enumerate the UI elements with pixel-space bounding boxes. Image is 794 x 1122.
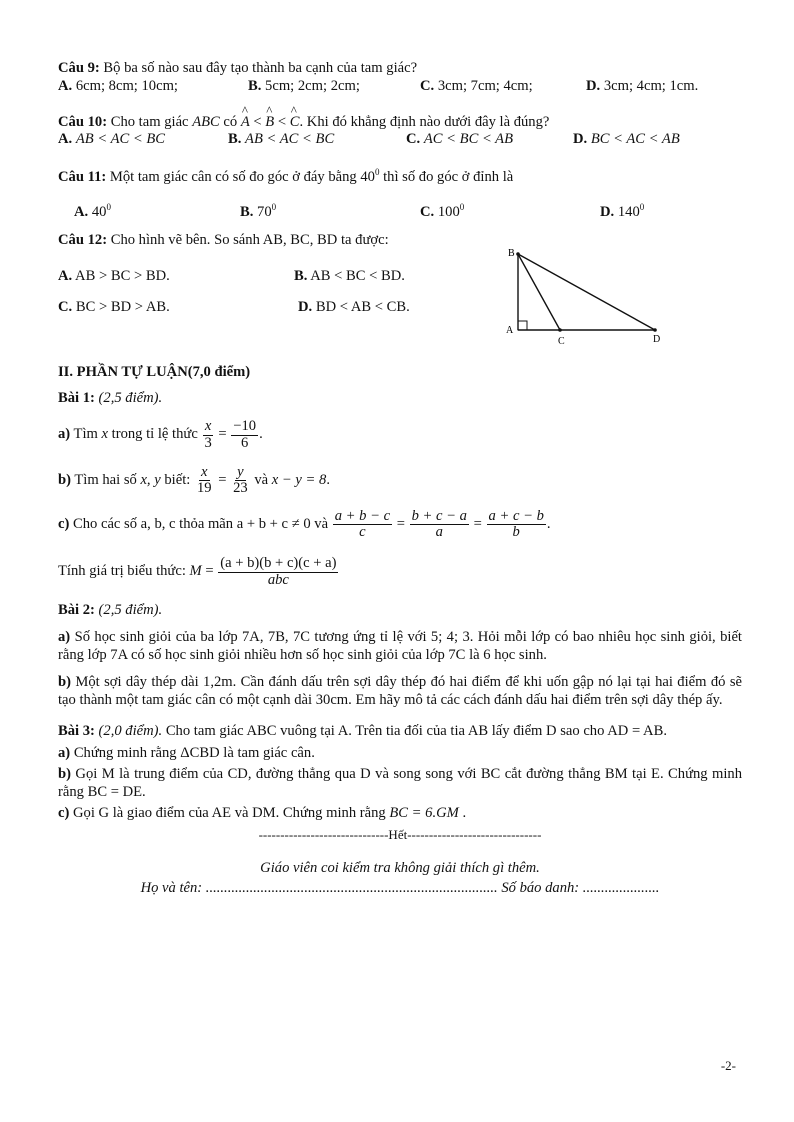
q9-text: Bộ ba số nào sau đây tạo thành ba cạnh của tam giác?	[99, 60, 418, 76]
part2-title: II. PHẦN TỰ LUẬN(7,0 điểm)	[58, 364, 251, 381]
q11-option-a: A. $40^0$	[74, 202, 111, 221]
bai3-c: c) Gọi G là giao điểm của AE và DM. Chứng minh rằng BC = 6.GM .	[58, 805, 467, 822]
q10-option-d: D. BC < AC < AB	[573, 131, 680, 147]
angle-c: ^ C	[290, 114, 300, 132]
q9-option-c: C. 3cm; 7cm; 4cm;	[420, 77, 533, 94]
end-line: ------------------------------Hết-------------------------------	[258, 826, 542, 842]
q10-option-a: A. AB < AC < BC	[58, 131, 166, 147]
label-d: D	[653, 334, 661, 346]
footer-name-line: Họ và tên: ................................................................................ Số báo danh: .....................	[140, 879, 660, 896]
q11-option-b: B. $70^0$	[240, 202, 277, 221]
fraction-x-3: $\frac{x}{3}$	[204, 418, 212, 451]
q10-option-b: B. AB < AC < BC	[228, 131, 335, 147]
q11-option-d: D. $140^0$	[600, 202, 645, 221]
fraction-minus10-6: $\frac{-10}{6}$	[233, 418, 257, 451]
q9-option-d: D. 3cm; 4cm; 1cm.	[586, 77, 699, 94]
exam-page	[58, 60, 742, 897]
bai2-heading: Bài 2: (2,5 điểm).	[58, 601, 163, 618]
fraction-y-23: $\frac{y}{23}$	[233, 463, 248, 497]
point-c	[558, 329, 562, 333]
point-d	[653, 329, 657, 333]
question-12: Câu 12: Cho hình vẽ bên. So sánh AB, BC, BD ta được: A. AB > BC > BD. B. AB < BC < BD. C. BC > BD > AB. D. BD < AB < CB. B A C D	[58, 232, 742, 342]
label-a: A	[506, 325, 514, 337]
angle-b: ^ B	[265, 114, 274, 132]
right-angle-mark	[518, 321, 527, 330]
question-9	[58, 60, 742, 96]
page-number: -2-	[720, 1058, 736, 1073]
bai3-intro: Bài 3: (2,0 điểm). Cho tam giác ABC vuông tại A. Trên tia đối của tia AB lấy điểm D sao cho AD = AB.	[58, 723, 667, 740]
bai2-b: b) Một sợi dây thép dài 1,2m. Cần đánh dấu trên sợi dây thép đó hai điểm để khi uốn gập nó lại tại hai điểm đó sẽ tạo thành một tam giác cân có một cạnh dài 30cm. Em hãy mô tả các cách đánh dấu hai điểm trên sợi dây thép ấy.	[58, 674, 742, 708]
triangle-figure	[500, 246, 670, 346]
q9-label: Câu 9:	[58, 60, 100, 76]
label-c: C	[558, 336, 565, 347]
q12-option-a: A. AB > BC > BD.	[58, 268, 170, 285]
bai1-c-expression: Tính giá trị biểu thức: M = $\frac{(a + b)(b + c)(c + a)}{\text{abc}}$	[58, 555, 337, 588]
bai1-a: a) Tìm x trong tỉ lệ thức $\frac{x}{3}$ = $\frac{-10}{6}$ .	[58, 418, 263, 451]
bai2-a: a) Số học sinh giỏi của ba lớp 7A, 7B, 7C tương ứng tỉ lệ với 5; 4; 3. Hỏi mỗi lớp có bao nhiêu học sinh giỏi, biết rằng lớp 7A có số học sinh giỏi nhiều hơn số học sinh giỏi của lớp 7C là 6 học sinh.	[58, 629, 742, 663]
bai1-c: c) Cho các số a, b, c thỏa mãn a + b + c ≠ 0 và $\frac{a + b - c}{c}$ = $\frac{b + c - a}{a}$ = $\frac{a + c - b}{b}$ .	[58, 507, 551, 540]
q9-option-b: B. 5cm; 2cm; 2cm;	[248, 77, 360, 94]
fraction-abc-c: $\frac{a + b - c}{c}$	[334, 507, 391, 540]
label-b: B	[508, 248, 515, 260]
q9-option-a: A. 6cm; 8cm; 10cm;	[58, 77, 178, 94]
point-b	[516, 253, 520, 257]
fraction-m: $\frac{(a + b)(b + c)(c + a)}{\text{abc}}$	[220, 555, 337, 588]
fraction-x-19: $\frac{x}{19}$	[196, 463, 212, 497]
q12-label: Câu 12:	[58, 232, 108, 249]
q12-option-c: C. BC > BD > AB.	[58, 299, 170, 316]
fraction-bca-a: $\frac{b + c - a}{a}$	[411, 507, 467, 540]
footer-note: Giáo viên coi kiểm tra không giải thích gì thêm.	[260, 860, 540, 877]
question-10: Câu 10: Cho tam giác ABC có ^ A < ^ B < ^ C. Khi đó khẳng định nào dưới đây là đúng? A. AB < AC < BC B. AB < AC < BC C. AC < BC < AB D. BC < AC < AB	[58, 114, 742, 150]
q10-option-c: C. AC < BC < AB	[406, 131, 514, 147]
fraction-acb-b: $\frac{a + c - b}{b}$	[488, 507, 544, 540]
q12-option-d: D. BD < AB < CB.	[298, 299, 410, 316]
q11-option-c: C. $100^0$	[420, 202, 465, 221]
q12-option-b: B. AB < BC < BD.	[294, 268, 405, 285]
q10-label: Câu 10:	[58, 113, 108, 130]
bai1-heading: Bài 1: (2,5 điểm).	[58, 389, 163, 406]
bai1-b: b) Tìm hai số x, y biết: $\frac{x}{19}$ = $\frac{y}{23}$ và x − y = 8.	[58, 463, 330, 497]
bai3-a: a) Chứng minh rằng ΔCBD là tam giác cân.	[58, 744, 315, 761]
bai3-b: b) Gọi M là trung điểm của CD, đường thẳng qua D và song song với BC cắt đường thẳng BM tại E. Chứng minh rằng BC = DE.	[58, 766, 742, 800]
question-11: Câu 11: Một tam giác cân có số đo góc ở đáy bằng $40^0$ thì số đo góc ở đỉnh là A. $40^0$ B. $70^0$ C. $100^0$ D. $140^0$	[58, 167, 645, 221]
q11-label: Câu 11:	[58, 168, 107, 185]
angle-a: ^ A	[241, 114, 250, 132]
